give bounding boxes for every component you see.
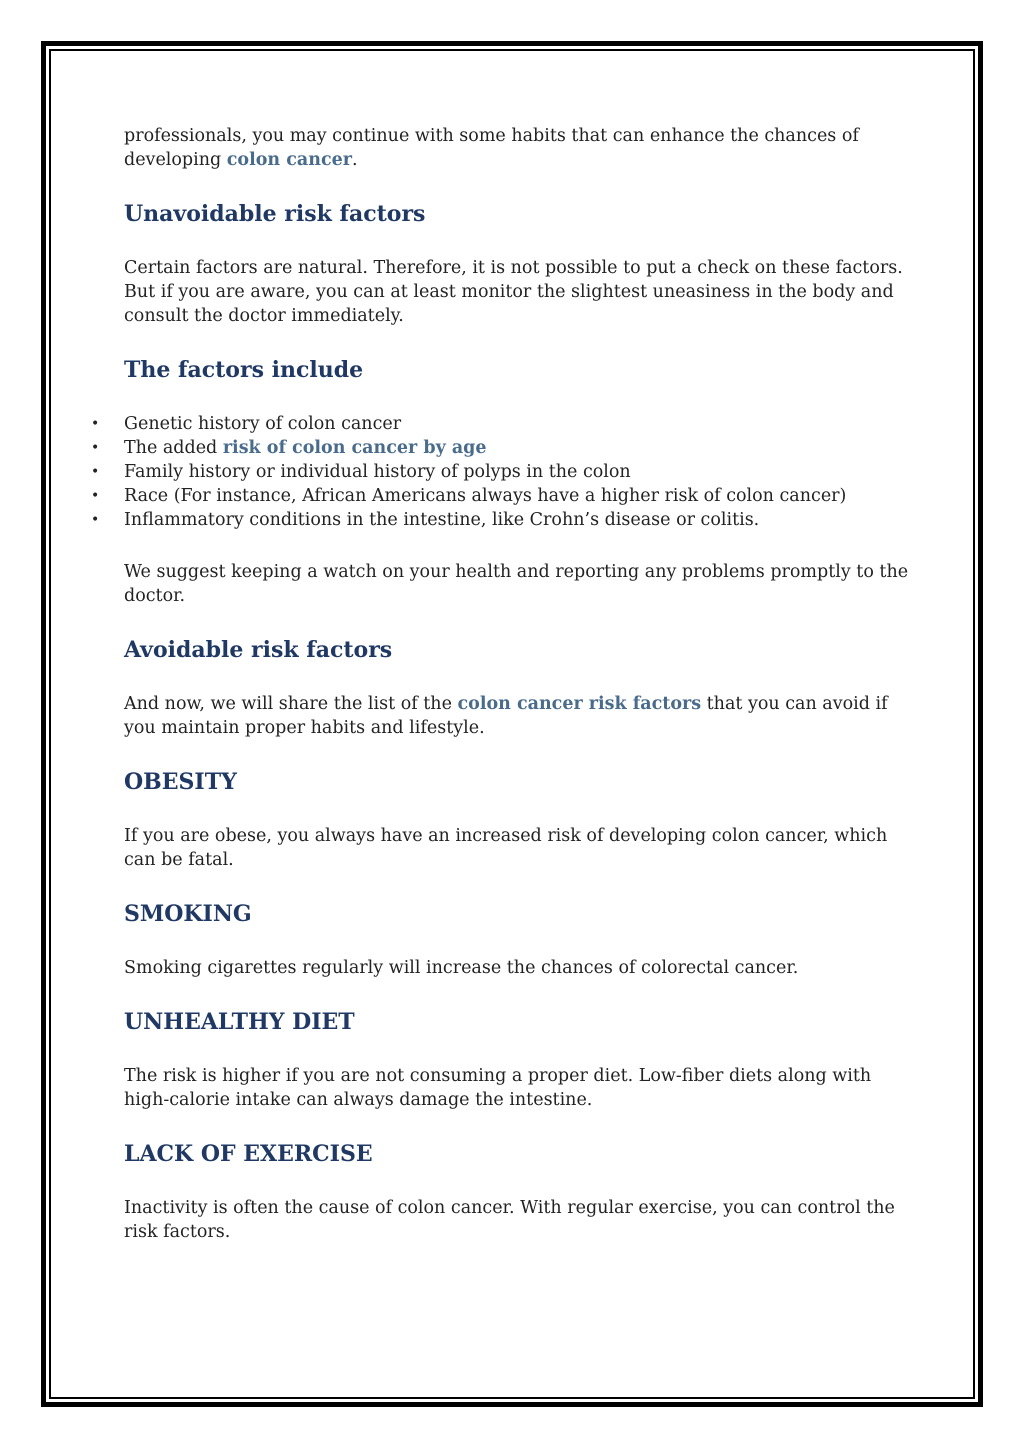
list-item	[91, 460, 914, 484]
list-item	[91, 508, 914, 532]
intro-text: professionals, you may continue with some habits that can enhance the chances of developing	[124, 126, 859, 170]
list-item-text: Inflammatory conditions in the intestine, like Crohn’s disease or colitis.	[124, 510, 760, 530]
avoidable-text-end: that you can avoid if you maintain proper habits and lifestyle.	[124, 694, 888, 738]
avoidable-heading: Avoidable risk factors	[124, 637, 393, 663]
bullet-icon: •	[91, 512, 100, 528]
bullet-icon: •	[91, 464, 100, 480]
diet-heading: UNHEALTHY DIET	[124, 1009, 355, 1035]
suggest-paragraph: We suggest keeping a watch on your health and reporting any problems promptly to the doctor.	[124, 562, 909, 606]
document-body	[91, 124, 914, 1244]
smoking-heading: SMOKING	[124, 901, 252, 927]
bullet-icon: •	[91, 416, 100, 432]
factors-heading: The factors include	[124, 357, 364, 383]
list-item	[91, 412, 914, 436]
obesity-paragraph: If you are obese, you always have an increased risk of developing colon cancer, which can be fatal.	[124, 826, 888, 870]
unavoidable-paragraph: Certain factors are natural. Therefore, it is not possible to put a check on these factors. But if you are aware, you can at least monitor the slightest uneasiness in the body and consult the doctor immediately.	[124, 258, 903, 326]
list-item-text: The added	[124, 438, 223, 458]
list-item	[91, 436, 914, 460]
risk-factors-link[interactable]: colon cancer risk factors	[457, 694, 702, 714]
colon-cancer-link[interactable]: colon cancer	[226, 150, 352, 170]
smoking-paragraph: Smoking cigarettes regularly will increase the chances of colorectal cancer.	[124, 958, 799, 978]
list-item-text: Genetic history of colon cancer	[124, 414, 402, 434]
obesity-heading: OBESITY	[124, 769, 237, 795]
diet-paragraph: The risk is higher if you are not consuming a proper diet. Low-fiber diets along with high-calorie intake can always damage the intestine.	[124, 1066, 872, 1110]
exercise-paragraph: Inactivity is often the cause of colon cancer. With regular exercise, you can control the risk factors.	[124, 1198, 895, 1242]
unavoidable-heading: Unavoidable risk factors	[124, 201, 426, 227]
intro-period: .	[351, 150, 358, 170]
intro-paragraph	[124, 124, 914, 172]
avoidable-paragraph	[124, 692, 914, 740]
avoidable-text: And now, we will share the list of the	[124, 694, 458, 714]
bullet-icon: •	[91, 440, 100, 456]
list-item-text: Race (For instance, African Americans always have a higher risk of colon cancer)	[124, 486, 847, 506]
exercise-heading: LACK OF EXERCISE	[124, 1141, 373, 1167]
list-item-text: Family history or individual history of polyps in the colon	[124, 462, 631, 482]
risk-by-age-link[interactable]: risk of colon cancer by age	[222, 438, 487, 458]
bullet-icon: •	[91, 488, 100, 504]
list-item	[91, 484, 914, 508]
factors-list	[91, 412, 914, 532]
